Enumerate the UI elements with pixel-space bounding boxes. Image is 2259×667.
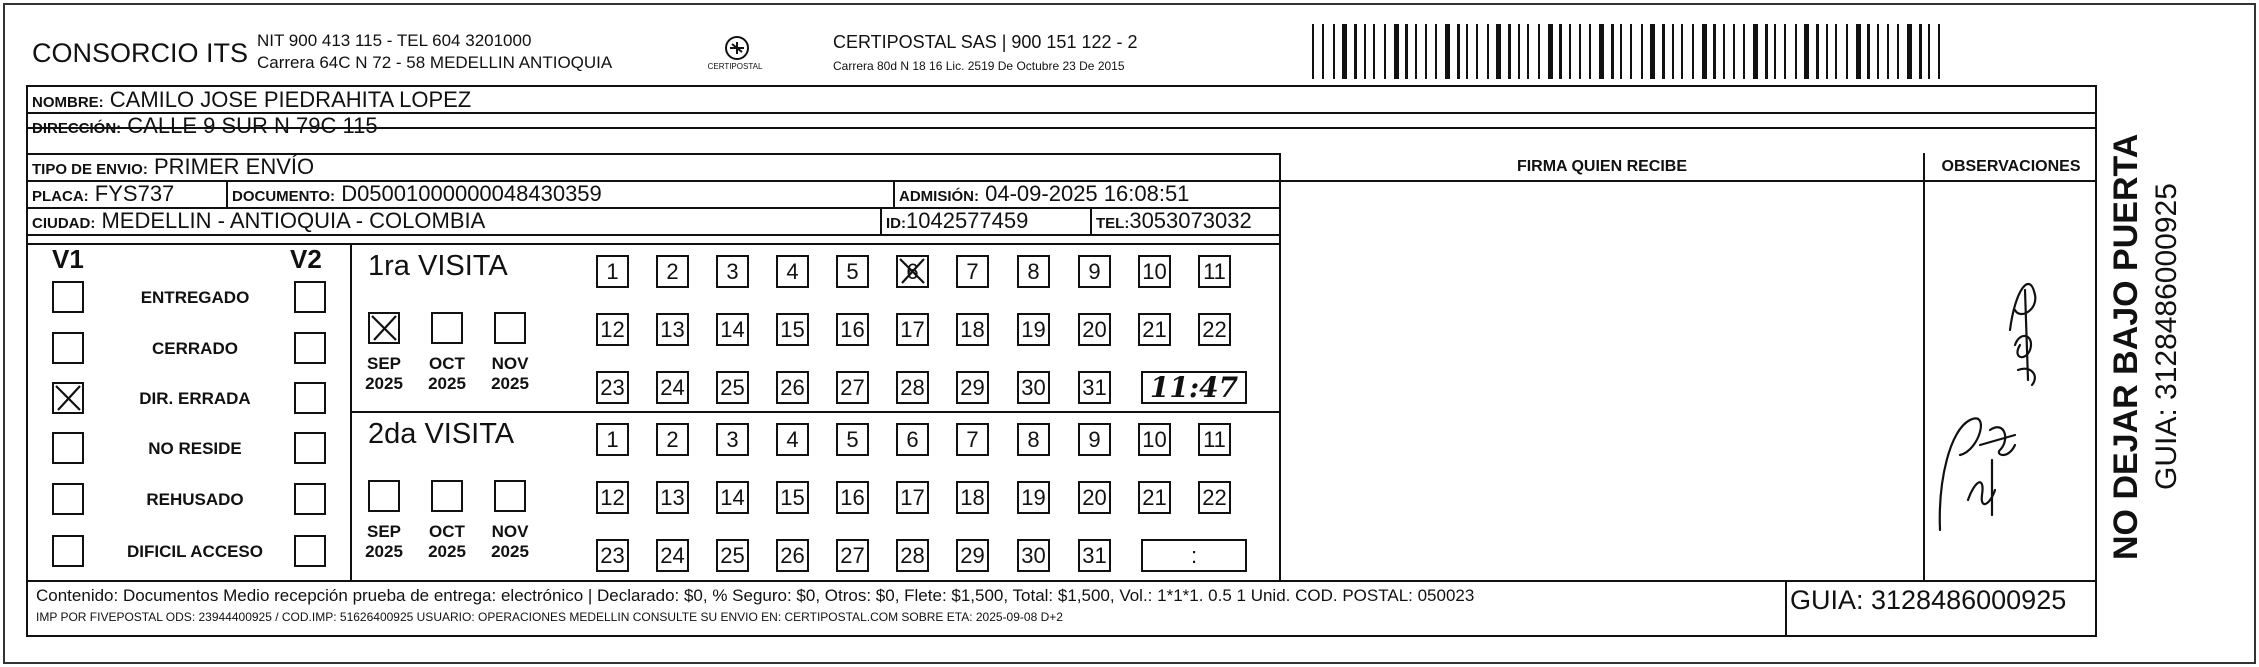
- status-label: REHUSADO: [146, 490, 244, 509]
- day-box[interactable]: 12: [596, 481, 629, 514]
- time-box[interactable]: 11:47: [1141, 371, 1247, 404]
- day-box[interactable]: 20: [1078, 313, 1111, 346]
- v1-checkbox[interactable]: [52, 332, 84, 364]
- placa-value: FYS737: [94, 181, 175, 206]
- day-box[interactable]: 29: [956, 539, 989, 572]
- col-line: [1279, 153, 1281, 580]
- nit-line: NIT 900 413 115 - TEL 604 3201000: [257, 31, 532, 50]
- admision-value: 04-09-2025 16:08:51: [985, 181, 1190, 206]
- day-box[interactable]: 17: [896, 481, 929, 514]
- month-label: [422, 522, 472, 562]
- day-box[interactable]: 16: [836, 481, 869, 514]
- status-label: ENTREGADO: [140, 288, 250, 307]
- postal-info: [833, 30, 1138, 78]
- day-box[interactable]: 3: [716, 423, 749, 456]
- tel-cell: [1096, 208, 1252, 237]
- day-box[interactable]: 19: [1017, 313, 1050, 346]
- month-label: [422, 354, 472, 394]
- visit-title: 1ra VISITA: [368, 250, 508, 282]
- col-line: [893, 180, 895, 207]
- day-box[interactable]: 7: [956, 423, 989, 456]
- v2-checkbox[interactable]: [294, 281, 326, 313]
- v1-checkbox[interactable]: [52, 483, 84, 515]
- day-box[interactable]: 27: [836, 371, 869, 404]
- day-box[interactable]: 31: [1078, 539, 1111, 572]
- no-dejar-text: NO DEJAR BAJO PUERTA: [2107, 133, 2145, 560]
- month-year: 2025: [491, 542, 529, 561]
- admision-label: ADMISIÓN:: [899, 188, 979, 205]
- day-box[interactable]: 30: [1017, 371, 1050, 404]
- day-box[interactable]: 6: [896, 423, 929, 456]
- day-box[interactable]: 28: [896, 539, 929, 572]
- id-cell: [886, 208, 1028, 237]
- placa-label: PLACA:: [32, 188, 89, 205]
- v1-checkbox[interactable]: [52, 432, 84, 464]
- tel-label: TEL:: [1096, 215, 1130, 232]
- month-year: 2025: [428, 542, 466, 561]
- barcode: [1312, 24, 1950, 79]
- time-box[interactable]: :: [1141, 539, 1247, 572]
- row-line: [26, 243, 1281, 245]
- v1-header: V1: [52, 244, 84, 274]
- day-box[interactable]: 8: [1017, 423, 1050, 456]
- col-line: [226, 180, 228, 207]
- day-box[interactable]: 24: [656, 539, 689, 572]
- day-box[interactable]: 4: [776, 423, 809, 456]
- month-checkbox[interactable]: [431, 312, 463, 344]
- day-box[interactable]: 14: [716, 313, 749, 346]
- day-box[interactable]: 5: [836, 255, 869, 288]
- day-box[interactable]: 21: [1138, 481, 1171, 514]
- tel-value: 3053073032: [1129, 208, 1252, 233]
- nombre-label: NOMBRE:: [32, 94, 104, 111]
- status-label: CERRADO: [152, 339, 238, 358]
- documento-label: DOCUMENTO:: [232, 188, 336, 205]
- month-checkbox[interactable]: [431, 480, 463, 512]
- id-value: 1042577459: [906, 208, 1029, 233]
- day-box[interactable]: 20: [1078, 481, 1111, 514]
- day-box[interactable]: 29: [956, 371, 989, 404]
- side-guia: GUIA: 3128486000925: [2150, 183, 2183, 490]
- day-box[interactable]: 23: [596, 539, 629, 572]
- tipo-value: PRIMER ENVÍO: [153, 154, 315, 179]
- documento-value: D05001000000048430359: [341, 181, 602, 206]
- ciudad-value: MEDELLIN - ANTIOQUIA - COLOMBIA: [101, 208, 486, 233]
- day-box[interactable]: 1: [596, 423, 629, 456]
- company-info: [257, 30, 612, 74]
- day-box[interactable]: 13: [656, 313, 689, 346]
- v2-checkbox[interactable]: [294, 432, 326, 464]
- day-box[interactable]: 30: [1017, 539, 1050, 572]
- v1-checkbox[interactable]: [52, 382, 84, 414]
- day-box[interactable]: 24: [656, 371, 689, 404]
- day-box[interactable]: 22: [1198, 481, 1231, 514]
- nombre-value: CAMILO JOSE PIEDRAHITA LOPEZ: [109, 87, 472, 112]
- row-line: [350, 411, 1281, 413]
- day-box[interactable]: 3: [716, 255, 749, 288]
- day-box[interactable]: 12: [596, 313, 629, 346]
- status-label: DIFICIL ACCESO: [126, 542, 263, 561]
- observaciones-header: OBSERVACIONES: [1941, 158, 2081, 175]
- day-box[interactable]: 19: [1017, 481, 1050, 514]
- visit-title: 2da VISITA: [368, 418, 515, 450]
- documento-cell: [232, 181, 602, 210]
- day-box[interactable]: 18: [956, 481, 989, 514]
- day-box[interactable]: 5: [836, 423, 869, 456]
- month-name: OCT: [429, 522, 465, 541]
- month-year: 2025: [428, 374, 466, 393]
- month-checkbox[interactable]: [368, 480, 400, 512]
- day-box[interactable]: 31: [1078, 371, 1111, 404]
- month-name: SEP: [366, 354, 402, 373]
- v2-checkbox[interactable]: [294, 535, 326, 567]
- nombre-row: [32, 87, 471, 116]
- day-box[interactable]: 7: [956, 255, 989, 288]
- logo-text: CERTIPOSTAL: [707, 62, 763, 71]
- day-box[interactable]: 10: [1138, 423, 1171, 456]
- v2-checkbox[interactable]: [294, 483, 326, 515]
- postal-line-2: Carrera 80d N 18 16 Lic. 2519 De Octubre 23 De 2015: [833, 59, 1125, 73]
- direccion-value: CALLE 9 SUR N 79C 115: [127, 113, 378, 138]
- month-checkbox[interactable]: [368, 312, 400, 344]
- v1-checkbox[interactable]: [52, 281, 84, 313]
- col-line: [1785, 580, 1787, 637]
- day-box[interactable]: 9: [1078, 423, 1111, 456]
- month-year: 2025: [491, 374, 529, 393]
- day-box[interactable]: 2: [656, 255, 689, 288]
- footer-line-2: IMP POR FIVEPOSTAL ODS: 23944400925 / COD.IMP: 51626400925 USUARIO: OPERACIONES MEDELLIN CONSULTE SU ENVIO EN: CERTIPOSTAL.COM SOBRE ETA: 2025-09-08 D+2: [36, 610, 1063, 624]
- day-box[interactable]: 23: [596, 371, 629, 404]
- month-name: SEP: [366, 522, 402, 541]
- v2-checkbox[interactable]: [294, 382, 326, 414]
- day-box[interactable]: 28: [896, 371, 929, 404]
- col-line: [350, 243, 352, 580]
- v2-checkbox[interactable]: [294, 332, 326, 364]
- company-name: CONSORCIO ITS: [32, 38, 249, 68]
- month-checkbox[interactable]: [494, 480, 526, 512]
- v1-checkbox[interactable]: [52, 535, 84, 567]
- month-year: 2025: [365, 542, 403, 561]
- day-box[interactable]: 15: [776, 313, 809, 346]
- day-box[interactable]: 11: [1198, 423, 1231, 456]
- month-label: [359, 522, 409, 562]
- month-name: OCT: [429, 354, 465, 373]
- address-line: Carrera 64C N 72 - 58 MEDELLIN ANTIOQUIA: [257, 53, 613, 72]
- day-box[interactable]: 10: [1138, 255, 1171, 288]
- firma-header: FIRMA QUIEN RECIBE: [1516, 158, 1688, 175]
- month-label: [485, 354, 535, 394]
- placa-cell: [32, 181, 174, 210]
- month-year: 2025: [365, 374, 403, 393]
- day-box[interactable]: 26: [776, 539, 809, 572]
- day-box[interactable]: 27: [836, 539, 869, 572]
- day-box[interactable]: 4: [776, 255, 809, 288]
- guia-number: GUIA: 3128486000925: [1790, 585, 2067, 615]
- day-box[interactable]: 21: [1138, 313, 1171, 346]
- tipo-row: [32, 154, 314, 183]
- tipo-label: TIPO DE ENVIO:: [32, 161, 148, 178]
- day-box[interactable]: 11: [1198, 255, 1231, 288]
- day-box[interactable]: 2: [656, 423, 689, 456]
- day-box[interactable]: 17: [896, 313, 929, 346]
- day-box[interactable]: 1: [596, 255, 629, 288]
- v2-header: V2: [290, 244, 322, 274]
- handwritten-observation: [1920, 250, 2050, 540]
- month-name: NOV: [491, 354, 529, 373]
- month-checkbox[interactable]: [494, 312, 526, 344]
- direccion-row: [32, 113, 378, 142]
- id-label: ID:: [886, 215, 906, 232]
- day-box[interactable]: 25: [716, 371, 749, 404]
- day-box[interactable]: 13: [656, 481, 689, 514]
- ciudad-cell: [32, 208, 485, 237]
- day-box[interactable]: 14: [716, 481, 749, 514]
- postal-line-1: CERTIPOSTAL SAS | 900 151 122 - 2: [833, 32, 1138, 52]
- status-label: DIR. ERRADA: [139, 389, 251, 408]
- month-label: [485, 522, 535, 562]
- ciudad-label: CIUDAD:: [32, 215, 96, 232]
- day-box[interactable]: 6: [896, 255, 929, 288]
- day-box[interactable]: 16: [836, 313, 869, 346]
- col-line: [880, 207, 882, 234]
- day-box[interactable]: 9: [1078, 255, 1111, 288]
- month-name: NOV: [491, 522, 529, 541]
- status-label: NO RESIDE: [148, 439, 242, 458]
- day-box[interactable]: 8: [1017, 255, 1050, 288]
- admision-cell: [899, 181, 1189, 210]
- direccion-label: DIRECCIÓN:: [32, 120, 122, 137]
- day-box[interactable]: 18: [956, 313, 989, 346]
- footer-line-1: Contenido: Documentos Medio recepción prueba de entrega: electrónico | Declarado: $0, % Seguro: $0, Otros: $0, Flete: $1,500, Total: $1,500, Vol.: 1*1*1. 0.5 1 Unid. COD. POSTAL: 050023: [36, 586, 1475, 605]
- day-box[interactable]: 26: [776, 371, 809, 404]
- day-box[interactable]: 15: [776, 481, 809, 514]
- day-box[interactable]: 25: [716, 539, 749, 572]
- day-box[interactable]: 22: [1198, 313, 1231, 346]
- month-label: [359, 354, 409, 394]
- col-line: [1090, 207, 1092, 234]
